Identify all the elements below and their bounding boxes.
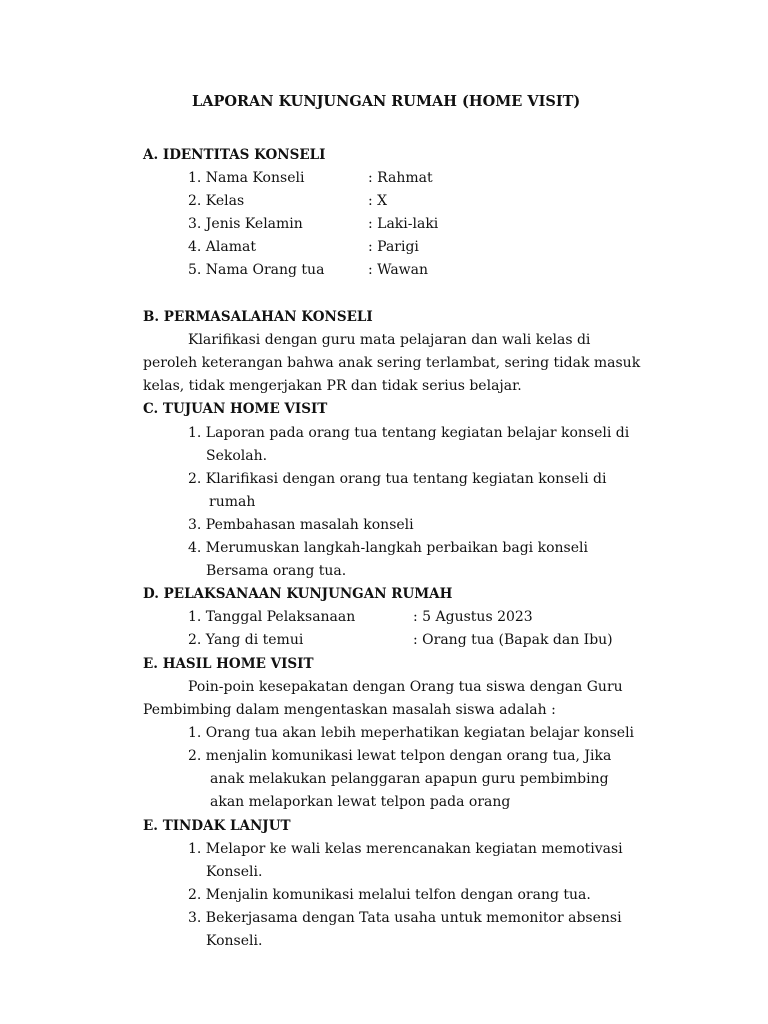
result-line: Poin-poin kesepakatan dengan Orang tua siswa dengan Guru	[188, 679, 623, 695]
visit-value-date: : 5 Agustus 2023	[413, 609, 533, 625]
identity-label-name: 1. Nama Konseli	[188, 170, 305, 186]
result-item: 1. Orang tua akan lebih meperhatikan kegiatan belajar konseli	[188, 725, 635, 741]
problem-line: Klarifikasi dengan guru mata pelajaran dan wali kelas di	[188, 332, 591, 348]
goal-item-continuation: Bersama orang tua.	[206, 563, 347, 579]
identity-label-address: 4. Alamat	[188, 239, 256, 255]
visit-label-met: 2. Yang di temui	[188, 632, 304, 648]
identity-value-name: : Rahmat	[368, 170, 433, 186]
visit-label-date: 1. Tanggal Pelaksanaan	[188, 609, 356, 625]
problem-line: peroleh keterangan bahwa anak sering terlambat, sering tidak masuk	[143, 355, 641, 371]
result-item: 2. menjalin komunikasi lewat telpon dengan orang tua, Jika	[188, 748, 612, 764]
identity-label-parent: 5. Nama Orang tua	[188, 262, 325, 278]
section-c-heading: C. TUJUAN HOME VISIT	[143, 401, 328, 417]
problem-line: kelas, tidak mengerjakan PR dan tidak serius belajar.	[143, 378, 522, 394]
follow-up-item: 3. Bekerjasama dengan Tata usaha untuk memonitor absensi	[188, 910, 622, 926]
section-d-heading: D. PELAKSANAAN KUNJUNGAN RUMAH	[143, 586, 453, 602]
goal-item-continuation: Sekolah.	[206, 448, 268, 464]
section-a-heading: A. IDENTITAS KONSELI	[143, 147, 326, 163]
follow-up-item: 1. Melapor ke wali kelas merencanakan kegiatan memotivasi	[188, 841, 623, 857]
identity-value-address: : Parigi	[368, 239, 419, 255]
identity-value-gender: : Laki-laki	[368, 216, 439, 232]
goal-item: 1. Laporan pada orang tua tentang kegiatan belajar konseli di	[188, 425, 630, 441]
follow-up-item-continuation: Konseli.	[206, 933, 263, 949]
result-line: Pembimbing dalam mengentaskan masalah siswa adalah :	[143, 702, 556, 718]
follow-up-item: 2. Menjalin komunikasi melalui telfon dengan orang tua.	[188, 887, 591, 903]
result-item-continuation: akan melaporkan lewat telpon pada orang	[210, 794, 511, 810]
follow-up-item-continuation: Konseli.	[206, 864, 263, 880]
goal-item: 2. Klarifikasi dengan orang tua tentang kegiatan konseli di	[188, 471, 607, 487]
document-title: LAPORAN KUNJUNGAN RUMAH (HOME VISIT)	[192, 93, 581, 110]
identity-label-gender: 3. Jenis Kelamin	[188, 216, 303, 232]
identity-value-parent: : Wawan	[368, 262, 429, 278]
section-b-heading: B. PERMASALAHAN KONSELI	[143, 309, 373, 325]
section-follow-up-heading: E. TINDAK LANJUT	[143, 818, 291, 834]
goal-item: 3. Pembahasan masalah konseli	[188, 517, 414, 533]
identity-label-class: 2. Kelas	[188, 193, 245, 209]
goal-item: 4. Merumuskan langkah-langkah perbaikan bagi konseli	[188, 540, 588, 556]
result-item-continuation: anak melakukan pelanggaran apapun guru pembimbing	[210, 771, 609, 787]
section-e-heading: E. HASIL HOME VISIT	[143, 656, 314, 672]
identity-value-class: : X	[368, 193, 388, 209]
visit-value-met: : Orang tua (Bapak dan Ibu)	[413, 632, 613, 648]
goal-item-continuation: rumah	[209, 494, 256, 510]
